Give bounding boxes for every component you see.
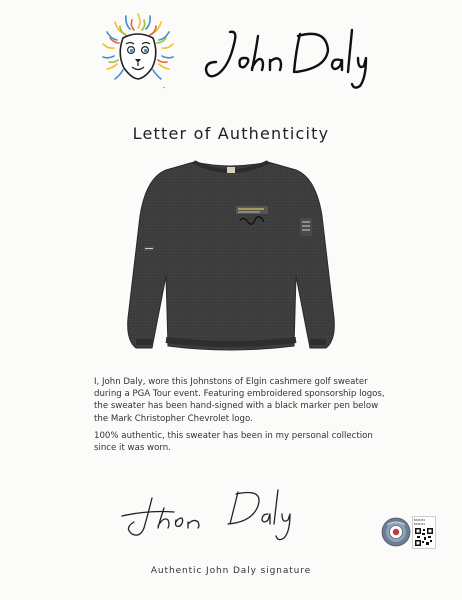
letter-title: Letter of Authenticity [132, 124, 330, 143]
cashmere-sweater-image [120, 156, 342, 364]
signature-caption: Authentic John Daly signature [150, 566, 312, 576]
authentication-sticker [412, 516, 436, 549]
sticker-id-2: BJ04354 [414, 522, 425, 526]
header-signature-icon [200, 22, 370, 94]
john-daly-signature-icon [118, 484, 298, 542]
qr-code-icon [415, 528, 433, 546]
authenticity-paragraph-2: 100% authentic, this sweater has been in my personal collection since it was worn. [94, 431, 373, 454]
svg-text:™: ™ [162, 86, 166, 91]
sticker-id-1: BJ04354 [414, 519, 425, 522]
authenticity-paragraph-1: I, John Daly, wore this Johnstons of Elgin cashmere golf sweater during a PGA Tour event. Featuring embroidered sponsorship logos, the sweater has been hand-signed with a black marker pen below the Mark Christopher Chevrolet logo. [94, 377, 385, 424]
lion-head-icon [96, 10, 180, 94]
beckett-hologram-icon [381, 517, 411, 547]
